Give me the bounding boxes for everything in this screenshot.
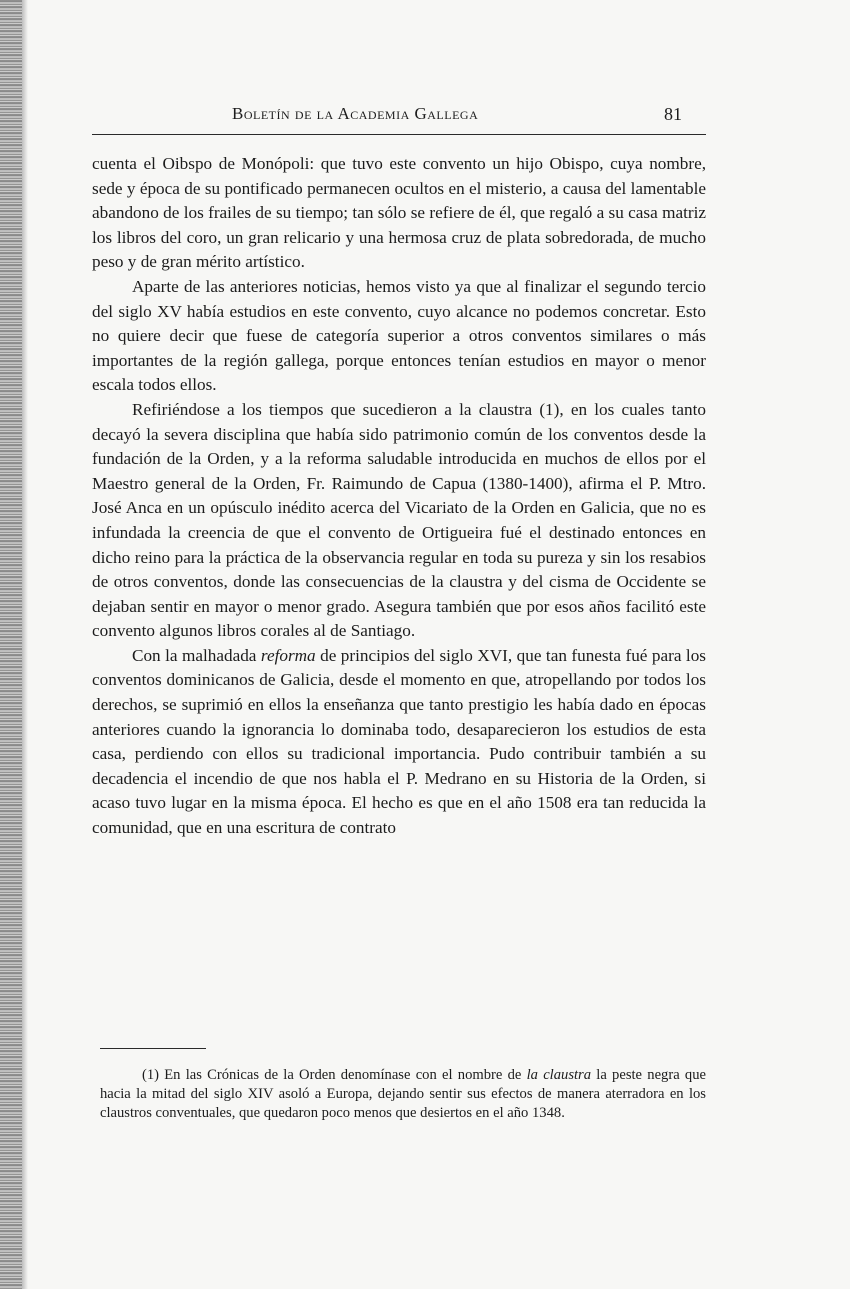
footnote [100, 1066, 706, 1122]
page-number: 81 [664, 104, 682, 124]
footnote-italic: la claustra [526, 1067, 592, 1083]
paragraph-4-italic: reforma [260, 645, 316, 665]
book-spine-shadow [0, 0, 22, 1289]
page-gutter [22, 0, 28, 1289]
footnote-start: (1) En las Crónicas de la Orden denomínase con el nombre de [142, 1067, 527, 1083]
running-header [92, 104, 706, 136]
paragraph-4-rest: de principios del siglo XVI, que tan funesta fué para los conventos dominicanos de Galicia, desde el momento en que, atropellando por todos los derechos, se suprimió en ellos la enseñanza que tanto prestigio les había dado en épocas anteriores cuando la ignorancia lo dominaba todo, desaparecieron los estudios de esta casa, perdiendo con ellos su tradicional importancia. Pudo contribuir también a su decadencia el incendio de que nos habla el P. Medrano en su Historia de la Orden, si acaso tuvo lugar en la misma época. El hecho es que en el año 1508 era tan reducida la comunidad, que en una escritura de contrato [92, 645, 706, 838]
footnote-rule [100, 1048, 206, 1049]
body-text [92, 152, 706, 841]
footnote-rest: la peste negra que hacia la mitad del siglo XIV asoló a Europa, dejando sentir sus efectos de manera aterradora en los claustros conventuales, que quedaron poco menos que desiertos en el año 1348. [100, 1067, 706, 1121]
header-rule [92, 134, 706, 135]
footnote-text [100, 1066, 706, 1122]
paragraph-3: Refiriéndose a los tiempos que sucedieron a la claustra (1), en los cuales tanto decayó la severa disciplina que había sido patrimonio común de los conventos desde la fundación de la Orden, y a la reforma saludable introducida en muchos de ellos por el Maestro general de la Orden, Fr. Raimundo de Capua (1380-1400), afirma el P. Mtro. José Anca en un opúsculo inédito acerca del Vicariato de la Orden en Galicia, que no es infundada la creencia de que el convento de Ortigueira fué el destinado entonces en dicho reino para la práctica de la observancia regular en toda su pureza y sin los resabios de otros conventos, donde las consecuencias de la claustra y del cisma de Occidente se dejaban sentir en mayor o menor grado. Asegura también que por esos años facilitó este convento algunos libros corales al de Santiago. [92, 399, 706, 641]
journal-title: Boletín de la Academia Gallega [232, 104, 479, 123]
paragraph-4-start: Con la malhadada [132, 645, 261, 665]
paragraph-1: cuenta el Oibspo de Monópoli: que tuvo este convento un hijo Obispo, cuya nombre, sede y época de su pontificado permanecen ocultos en el misterio, a causa del lamentable abandono de los frailes de su tiempo; tan sólo se refiere de él, que regaló a su casa matriz los libros del coro, un gran relicario y una hermosa cruz de plata sobredorada, de mucho peso y de gran mérito artístico. [92, 154, 706, 272]
paragraph-2: Aparte de las anteriores noticias, hemos visto ya que al finalizar el segundo tercio del siglo XV había estudios en este convento, cuyo alcance no podemos concretar. Esto no quiere decir que fuese de categoría superior a otros conventos similares o más importantes de la región gallega, porque entonces tenían estudios en mayor o menor escala todos ellos. [92, 276, 706, 395]
paragraph-4 [92, 644, 706, 841]
